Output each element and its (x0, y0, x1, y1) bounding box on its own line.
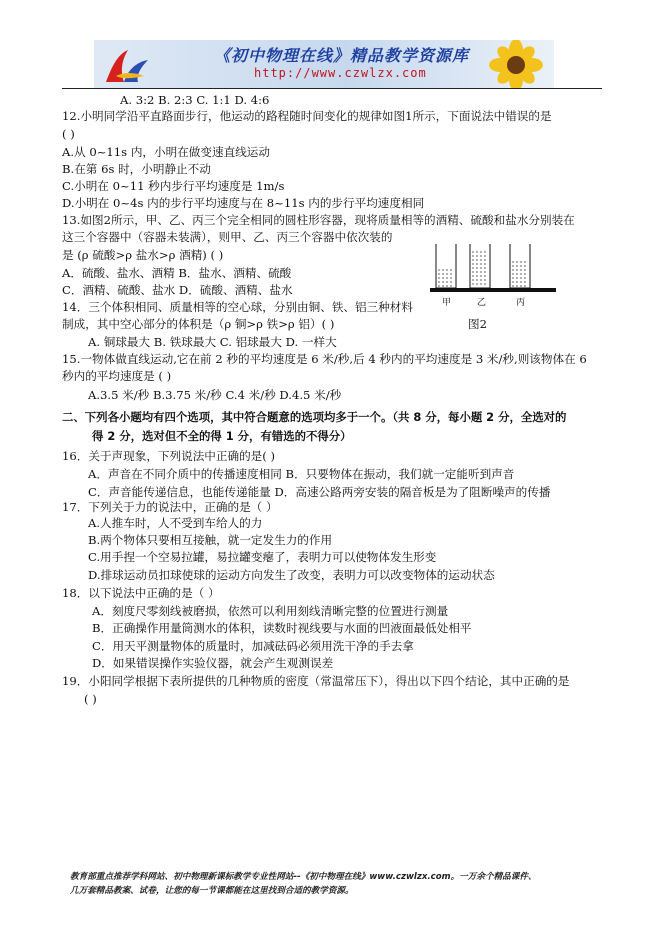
q18-option-d: D．如果错误操作实验仪器，就会产生观测误差 (92, 656, 334, 670)
figure-2-containers (430, 238, 562, 318)
q18-option-a: A．刻度尺零刻线被磨损，依然可以利用刻线清晰完整的位置进行测量 (92, 604, 449, 618)
q18-option-c: C．用天平测量物体的质量时，加减砝码必须用洗干净的手去拿 (92, 639, 414, 653)
q14-options: A. 铜球最大 B. 铁球最大 C. 铝球最大 D. 一样大 (88, 335, 337, 349)
q19-blank: ( ) (84, 692, 97, 706)
q18-stem: 18．以下说法中正确的是（ ） (62, 586, 220, 600)
figure-label-jia: 甲 (442, 298, 452, 308)
footer-line-2: 几万套精品教案、试卷，让您的每一节课都能在这里找到合适的教学资源。 (70, 886, 354, 896)
q14-stem-cont: 制成，其中空心部分的体积是（ρ 铜>ρ 铁>ρ 铝）( ) (62, 317, 335, 331)
figure-label-bing: 丙 (516, 298, 526, 308)
q12-option-b: B.在第 6s 时，小明静止不动 (62, 162, 211, 176)
q13-options-ab: A．硫酸、盐水、酒精 B．盐水、酒精、硫酸 (62, 266, 292, 280)
q12-option-d: D.小明在 0~4s 内的步行平均速度与在 8~11s 内的步行平均速度相同 (62, 196, 425, 210)
q19-stem: 19．小阳同学根据下表所提供的几种物质的密度（常温常压下），得出以下四个结论，其中正确的是 (62, 674, 570, 688)
banner-title: 《初中物理在线》精品教学资源库 (214, 46, 470, 65)
figure-2-caption: 图2 (468, 317, 487, 331)
q12-blank: ( ) (62, 127, 75, 141)
site-logo (102, 46, 154, 86)
header-banner (94, 40, 554, 88)
section-two-heading: 二、下列各小题均有四个选项，其中符合题意的选项均多于一个。（共 8 分，每小题 2 分，全选对的 (62, 410, 567, 424)
q12-option-c: C.小明在 0~11 秒内步行平均速度是 1m/s (62, 179, 285, 193)
q15-stem: 15.一物体做直线运动,它在前 2 秒的平均速度是 6 米/秒,后 4 秒内的平均速度是 3 米/秒,则该物体在 6 (62, 352, 587, 366)
q14-stem: 14．三个体积相同、质量相等的空心球，分别由铜、铁、铝三种材料 (62, 300, 413, 314)
figure-label-yi: 乙 (477, 298, 487, 308)
q15-stem-cont: 秒内的平均速度是 ( ) (62, 369, 172, 383)
q12-stem: 12.小明同学沿平直路面步行，他运动的路程随时间变化的规律如图1所示，下面说法中错误的是 (62, 109, 552, 123)
q17-option-b: B.两个物体只要相互接触，就一定发生力的作用 (88, 533, 333, 547)
q17-stem: 17．下列关于力的说法中，正确的是（ ） (62, 500, 278, 514)
footer-line-1: 教育部重点推荐学科网站、初中物理新课标教学专业性网站--《初中物理在线》www.czwlzx.com。一万余个精品课件、 (70, 872, 537, 882)
q17-option-c: C.用手捏一个空易拉罐，易拉罐变瘪了，表明力可以使物体发生形变 (88, 550, 437, 564)
q13-stem: 13.如图2所示，甲、乙、丙三个完全相同的圆柱形容器，现将质量相等的酒精、硫酸和盐水分别装在 (62, 213, 575, 227)
q18-option-b: B．正确操作用量筒测水的体积，读数时视线要与水面的凹液面最低处相平 (92, 621, 472, 635)
q16-options-ab: A．声音在不同介质中的传播速度相同 B．只要物体在振动，我们就一定能听到声音 (88, 467, 515, 481)
banner-url[interactable]: http://www.czwlzx.com (254, 66, 427, 80)
q11-options: A. 3:2 B. 2:3 C. 1:1 D. 4:6 (120, 93, 270, 107)
header-rule (62, 88, 602, 89)
q15-options: A.3.5 米/秒 B.3.75 米/秒 C.4 米/秒 D.4.5 米/秒 (88, 388, 342, 402)
q17-option-a: A.人推车时，人不受到车给人的力 (88, 516, 263, 530)
q16-options-cd: C．声音能传递信息，也能传递能量 D．高速公路两旁安装的隔音板是为了阻断噪声的传播 (88, 485, 551, 499)
sunflower-icon (480, 40, 552, 88)
q12-option-a: A.从 0~11s 内，小明在做变速直线运动 (62, 145, 270, 159)
q17-option-d: D.排球运动员扣球使球的运动方向发生了改变，表明力可以改变物体的运动状态 (88, 568, 495, 582)
q16-stem: 16．关于声现象，下列说法中正确的是( ) (62, 449, 275, 463)
q13-density: 是 (ρ 硫酸>ρ 盐水>ρ 酒精) ( ) (62, 248, 224, 262)
q13-stem-cont: 这三个容器中（容器未装满），则甲、乙、丙三个容器中依次装的 (62, 230, 393, 244)
section-two-heading-cont: 得 2 分，选对但不全的得 1 分，有错选的不得分） (92, 429, 352, 443)
q13-options-cd: C．酒精、硫酸、盐水 D．硫酸、酒精、盐水 (62, 283, 293, 297)
